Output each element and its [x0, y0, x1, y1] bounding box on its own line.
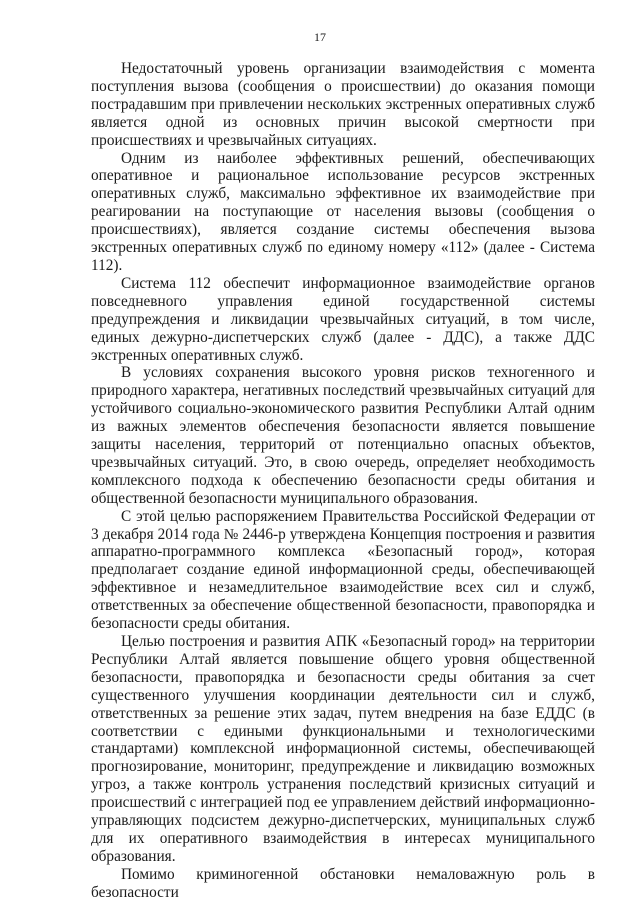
- paragraph-safe-city-concept: С этой целью распоряжением Правительства Российской Федерации от 3 декабря 2014 года № 2446-р утверждена Концепция построения и развития аппаратно-программного комплекса «Безопасный город», которая предполагает создание единой информационной среды, обеспечивающей эффективное и незамедлительное взаимодействие всех сил и служб, ответственных за обеспечение общественной безопасности, правопорядка и безопасности среды обитания.: [91, 507, 595, 633]
- paragraph-crime-situation: Помимо криминогенной обстановки немаловажную роль в безопасности: [91, 865, 595, 901]
- paragraph-response-coordination: Недостаточный уровень организации взаимодействия с момента поступления вызова (сообщения о происшествии) до оказания помощи пострадавшим при привлечении нескольких экстренных оперативных служб является одной из основных причин высокой смертности при происшествиях и чрезвычайных ситуациях.: [91, 60, 595, 149]
- paragraph-system-112-creation: Одним из наиболее эффективных решений, обеспечивающих оперативное и рациональное использование ресурсов экстренных оперативных служб, максимально эффективное их взаимодействие при реагировании на поступающие от населения вызовы (сообщения о происшествиях), является создание системы обеспечения вызова экстренных оперативных служб по единому номеру «112» (далее - Система 112).: [91, 149, 595, 274]
- document-body: [91, 60, 595, 902]
- page-number: 17: [314, 30, 326, 44]
- paragraph-safe-city-goal: Целью построения и развития АПК «Безопасный город» на территории Республики Алтай является повышение общего уровня общественной безопасности, правопорядка и безопасности среды обитания за счет существенного улучшения координации деятельности сил и служб, ответственных за решение этих задач, путем внедрения на базе ЕДДС (в соответствии с едиными функциональными и технологическими стандартами) комплексной информационной системы, обеспечивающей прогнозирование, мониторинг, предупреждение и ликвидацию возможных угроз, а также контроль устранения последствий кризисных ситуаций и происшествий с интеграцией под ее управлением действий информационно-управляющих подсистем дежурно-диспетчерских, муниципальных служб для их оперативного взаимодействия в интересах муниципального образования.: [91, 633, 595, 865]
- paragraph-system-112-interaction: Система 112 обеспечит информационное взаимодействие органов повседневного управления единой государственной системы предупреждения и ликвидации чрезвычайных ситуаций, в том числе, единых дежурно-диспетчерских служб (далее - ДДС), а также ДДС экстренных оперативных служб.: [91, 274, 595, 364]
- paragraph-risk-conditions: В условиях сохранения высокого уровня рисков техногенного и природного характера, негативных последствий чрезвычайных ситуаций для устойчивого социально-экономического развития Республики Алтай одним из важных элементов обеспечения безопасности является повышение защиты населения, территорий от потенциально опасных объектов, чрезвычайных ситуаций. Это, в свою очередь, определяет необходимость комплексного подхода к обеспечению безопасности среды обитания и общественной безопасности муниципального образования.: [91, 364, 595, 507]
